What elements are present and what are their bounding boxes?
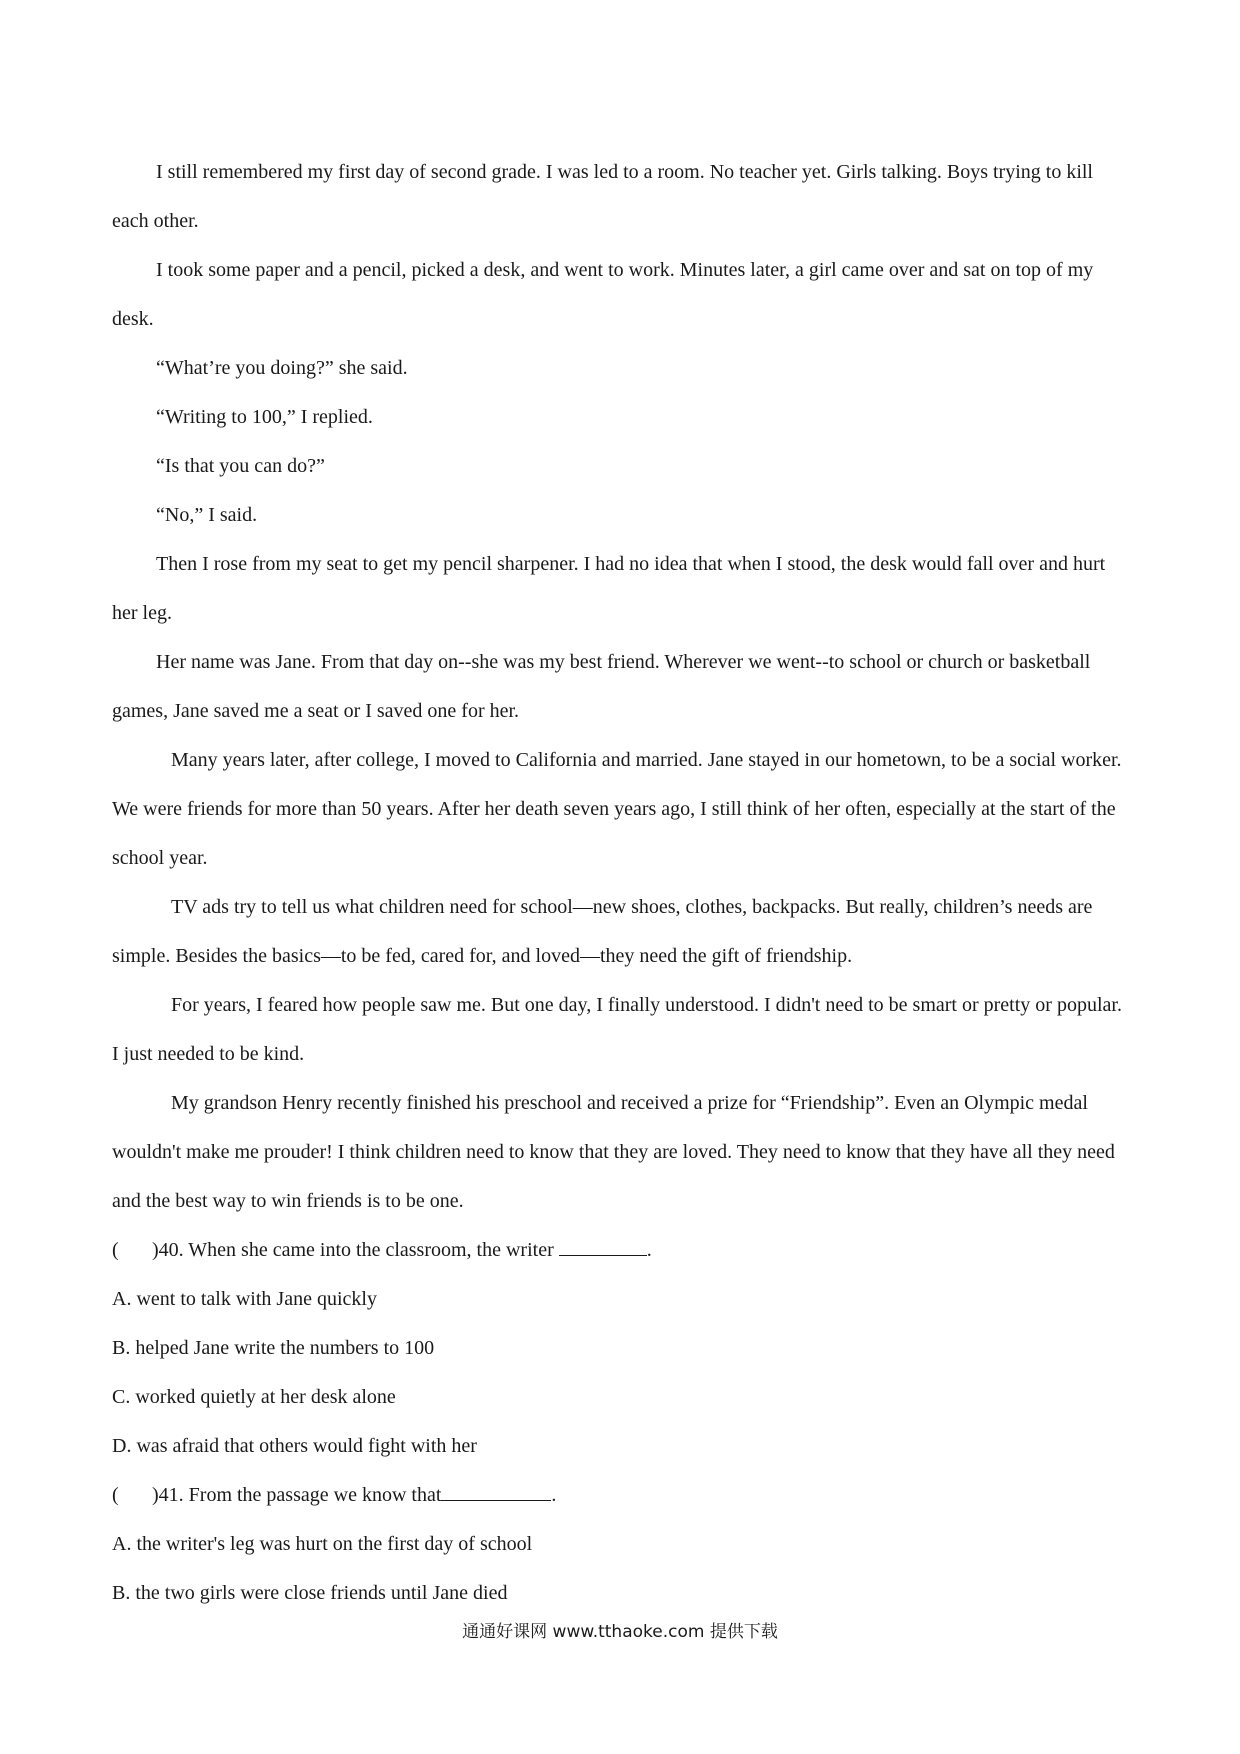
answer-blank-41	[441, 1478, 551, 1501]
passage-paragraph-4: Her name was Jane. From that day on--she was my best friend. Wherever we went--to school or church or basketball games, Jane saved me a seat or I saved one for her.	[112, 651, 1091, 722]
passage-paragraph-2: I took some paper and a pencil, picked a desk, and went to work. Minutes later, a girl came over and sat on top of my desk.	[112, 259, 1094, 330]
answer-paren-40: (	[112, 1239, 119, 1261]
question-41-end: .	[551, 1484, 557, 1506]
option-41-b: B. the two girls were close friends until Jane died	[112, 1582, 508, 1604]
answer-blank-40	[559, 1233, 647, 1256]
passage-paragraph-5: Many years later, after college, I moved to California and married. Jane stayed in our hometown, to be a social worker. We were friends for more than 50 years. After her death seven years ago, I still think of her often, especially at the start of the school year.	[112, 749, 1122, 869]
question-40-end: .	[646, 1239, 652, 1261]
question-40	[112, 1226, 1130, 1275]
option-40-c: C. worked quietly at her desk alone	[112, 1386, 396, 1408]
option-40-d: D. was afraid that others would fight with her	[112, 1435, 477, 1457]
document-page	[112, 148, 1130, 1618]
passage-paragraph-3: Then I rose from my seat to get my pencil sharpener. I had no idea that when I stood, the desk would fall over and hurt her leg.	[112, 553, 1106, 624]
passage-paragraph-7: For years, I feared how people saw me. But one day, I finally understood. I didn't need to be smart or pretty or popular. I just needed to be kind.	[112, 994, 1122, 1065]
passage-dialogue-2: “Writing to 100,” I replied.	[156, 406, 373, 428]
passage-paragraph-8: My grandson Henry recently finished his preschool and received a prize for “Friendship”. Even an Olympic medal wouldn't make me prouder! I think children need to know that they are loved. They need to know that they have all they need and the best way to win friends is to be one.	[112, 1092, 1115, 1212]
question-41-stem: )41. From the passage we know that	[152, 1484, 442, 1506]
option-40-b: B. helped Jane write the numbers to 100	[112, 1337, 435, 1359]
question-40-stem: )40. When she came into the classroom, the writer	[152, 1239, 554, 1261]
option-40-a: A. went to talk with Jane quickly	[112, 1288, 377, 1310]
question-41	[112, 1471, 1130, 1520]
passage-paragraph-1: I still remembered my first day of second grade. I was led to a room. No teacher yet. Girls talking. Boys trying to kill each other.	[112, 161, 1093, 232]
page-footer: 通通好课网 www.tthaoke.com 提供下载	[462, 1622, 778, 1642]
passage-dialogue-1: “What’re you doing?” she said.	[156, 357, 408, 379]
passage-paragraph-6: TV ads try to tell us what children need for school—new shoes, clothes, backpacks. But really, children’s needs are simple. Besides the basics—to be fed, cared for, and loved—they need the gift of friendship.	[112, 896, 1093, 967]
passage-dialogue-3: “Is that you can do?”	[156, 455, 325, 477]
answer-paren-41: (	[112, 1484, 119, 1506]
passage-dialogue-4: “No,” I said.	[156, 504, 258, 526]
option-41-a: A. the writer's leg was hurt on the first day of school	[112, 1533, 533, 1555]
